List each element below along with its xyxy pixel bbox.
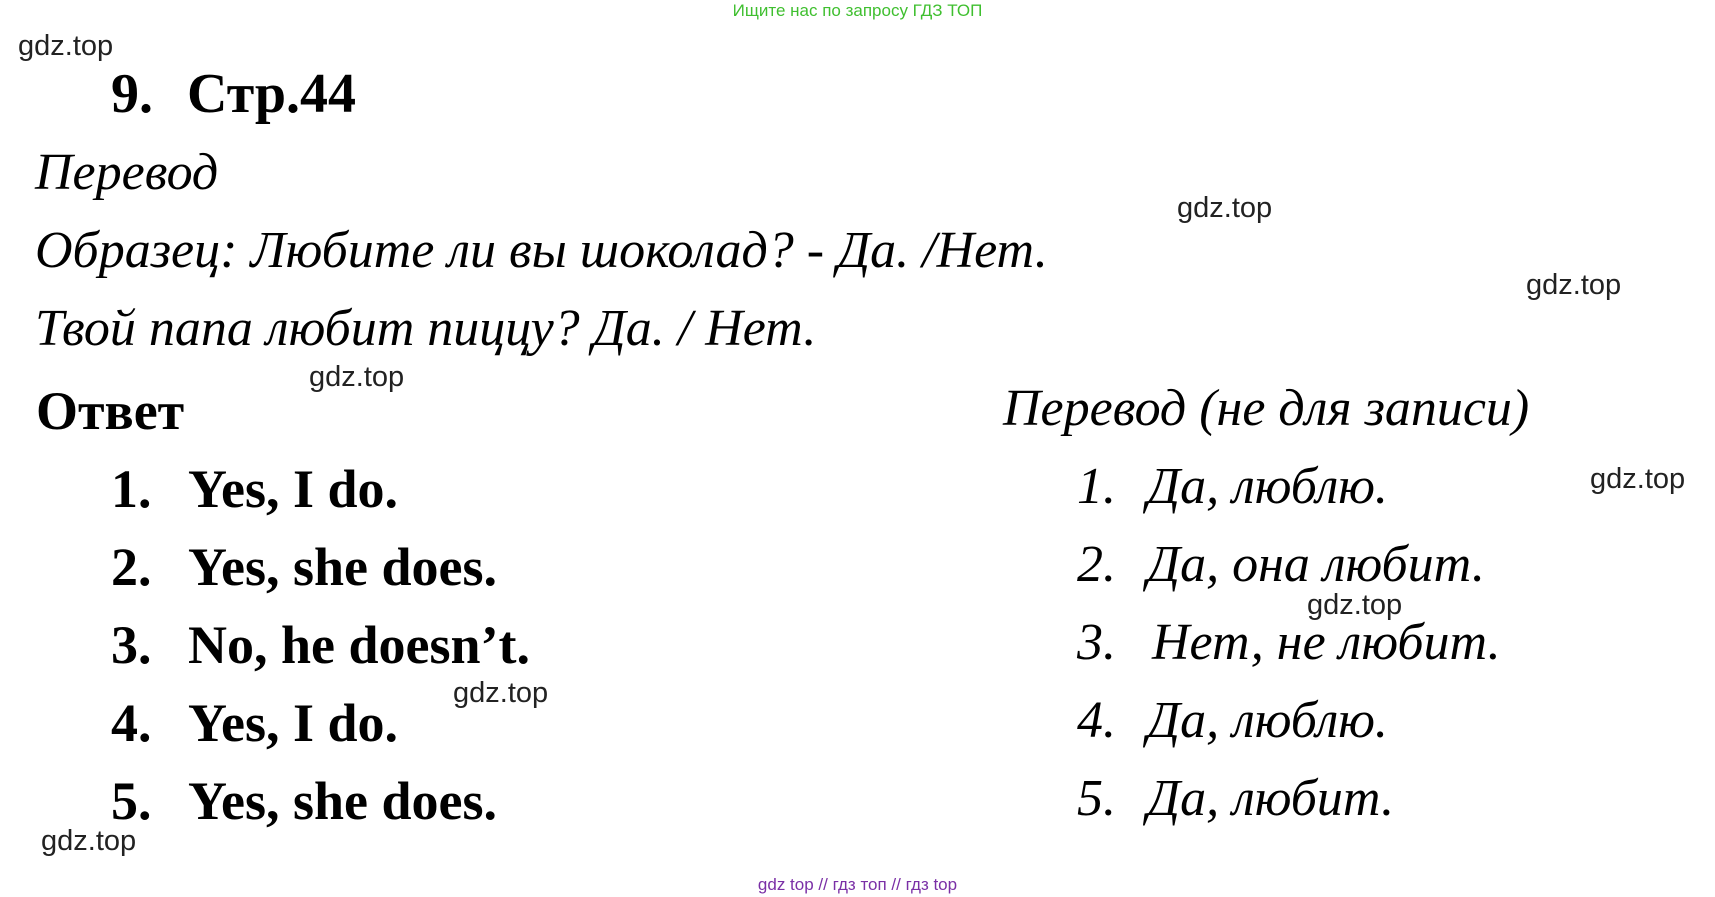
translation-note: Перевод (не для записи) <box>1003 380 1530 437</box>
answer-text: Yes, she does. <box>188 771 498 831</box>
answer-text: No, he doesn’t. <box>188 615 531 675</box>
top-notice-link[interactable]: Ищите нас по запросу ГДЗ ТОП <box>732 1 983 20</box>
answer-text: Yes, I do. <box>188 693 399 753</box>
watermark: gdz.top <box>1307 589 1403 621</box>
answer-number: 3. <box>111 615 152 675</box>
answer-label: Ответ <box>36 381 185 441</box>
example-line: Образец: Любите ли вы шоколад? - Да. /Нет. <box>35 222 1048 279</box>
answer-number: 1. <box>111 459 152 519</box>
translation-text: Да, любит. <box>1147 770 1395 827</box>
translation-text: Да, она любит. <box>1147 536 1485 593</box>
watermark: gdz.top <box>1177 192 1273 224</box>
watermark: gdz.top <box>309 361 405 393</box>
translation-number: 1. <box>1077 458 1116 515</box>
watermark: gdz.top <box>453 677 549 709</box>
translation-number: 3. <box>1077 614 1116 671</box>
translation-text: Нет, не любит. <box>1152 614 1501 671</box>
translation-heading: Перевод <box>35 144 219 201</box>
translation-text: Да, люблю. <box>1147 692 1388 749</box>
footer-links[interactable]: gdz top // гдз топ // гдз top <box>757 875 958 894</box>
answer-number: 2. <box>111 537 152 597</box>
translation-number: 4. <box>1077 692 1116 749</box>
answer-text: Yes, I do. <box>188 459 399 519</box>
watermark: gdz.top <box>1590 463 1686 495</box>
watermark: gdz.top <box>41 825 137 857</box>
watermark: gdz.top <box>18 30 114 62</box>
answer-text: Yes, she does. <box>188 537 498 597</box>
answer-number: 5. <box>111 771 152 831</box>
answer-number: 4. <box>111 693 152 753</box>
translation-number: 2. <box>1077 536 1116 593</box>
watermark: gdz.top <box>1526 269 1622 301</box>
task-line: Твой папа любит пиццу? Да. / Нет. <box>35 300 817 357</box>
translation-text: Да, люблю. <box>1147 458 1388 515</box>
page-reference: Стр.44 <box>187 63 357 125</box>
translation-number: 5. <box>1077 770 1116 827</box>
exercise-number: 9. <box>111 63 153 125</box>
